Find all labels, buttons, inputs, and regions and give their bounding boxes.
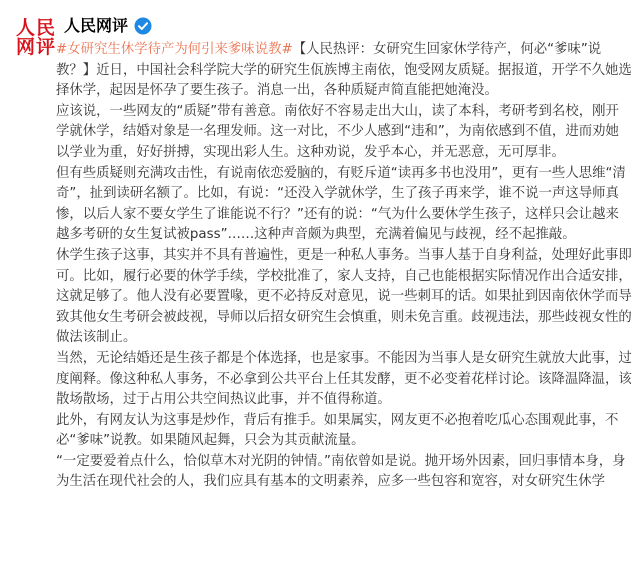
paragraph-2: 应该说，一些网友的“质疑”带有善意。南依好不容易走出大山，读了本科，考研考到名校，刚开学就休学，结婚对象是一名理发师。这一对比，不少人感到“违和”，为南依感到不值，进而劝她以学业为重，好好拼搏，实现出彩人生。这种劝说，发乎本心，并无恶意，无可厚非。 xyxy=(56,103,619,160)
paragraph-7: “一定要爱着点什么，恰似草木对光阴的钟情。”南依曾如是说。抛开场外因素，回归事情本身，身为生活在现代社会的人，我们应具有基本的文明素养，应多一些包容和宽容，对女研究生休学 xyxy=(56,453,626,490)
avatar-logo-line1: 人民 xyxy=(16,17,57,39)
paragraph-4: 休学生孩子这事，其实并不具有普遍性，更是一种私人事务。当事人基于自身利益，处理好此事即可。比如，履行必要的休学手续，学校批准了，家人支持，自己也能根据实际情况作出合适安排，这就足够了。他人没有必要置喙，更不必持反对意见，说一些刺耳的话。如果扯到因南依休学而导致其他女生考研会被歧视，导师以后招女研究生会慎重，则未免言重。歧视违法，那些歧视女性的做法该制止。 xyxy=(56,247,632,346)
avatar-logo-line2: 网评 xyxy=(16,36,57,58)
paragraph-3: 但有些质疑则充满攻击性，有说南依恋爱脑的，有贬斥道“读再多书也没用”，更有一些人思维“清奇”，扯到读研名额了。比如，有说：“还没入学就休学，生了孩子再来学，谁不说一声这导师真惨，以后人家不要女学生了谁能说不行？”还有的说：“气为什么要休学生孩子，这样只会让越来越多考研的女生复试被pass”……这种声音颇为典型，充满着偏见与歧视，经不起推敲。 xyxy=(56,165,626,243)
post-body xyxy=(56,40,632,493)
paragraph-6: 此外，有网友认为这事是炒作，背后有推手。如果属实，网友更不必抱着吃瓜心态围观此事，不必“爹味”说教。如果随风起舞，只会为其贡献流量。 xyxy=(56,412,619,449)
paragraph-1-text: 【人民热评：女研究生回家休学待产，何必“爹味”说教？】近日，中国社会科学院大学的研究生佤族博主南依，饱受网友质疑。据报道，开学不久她选择休学，起因是怀孕了要生孩子。消息一出，各种质疑声简直能把她淹没。 xyxy=(56,42,632,99)
avatar[interactable] xyxy=(14,18,58,58)
verified-check-icon xyxy=(134,17,152,35)
hashtag-link[interactable]: #女研究生休学待产为何引来爹味说教# xyxy=(56,42,293,57)
paragraph-1 xyxy=(56,40,632,102)
author-name[interactable]: 人民网评 xyxy=(64,16,129,35)
paragraph-5: 当然，无论结婚还是生孩子都是个体选择，也是家事。不能因为当事人是女研究生就放大此事，过度阐释。像这种私人事务，不必拿到公共平台上任其发酵，更不必变着花样讨论。该降温降温，该散场散场，过于占用公共空间热议此事，并不值得称道。 xyxy=(56,350,632,408)
